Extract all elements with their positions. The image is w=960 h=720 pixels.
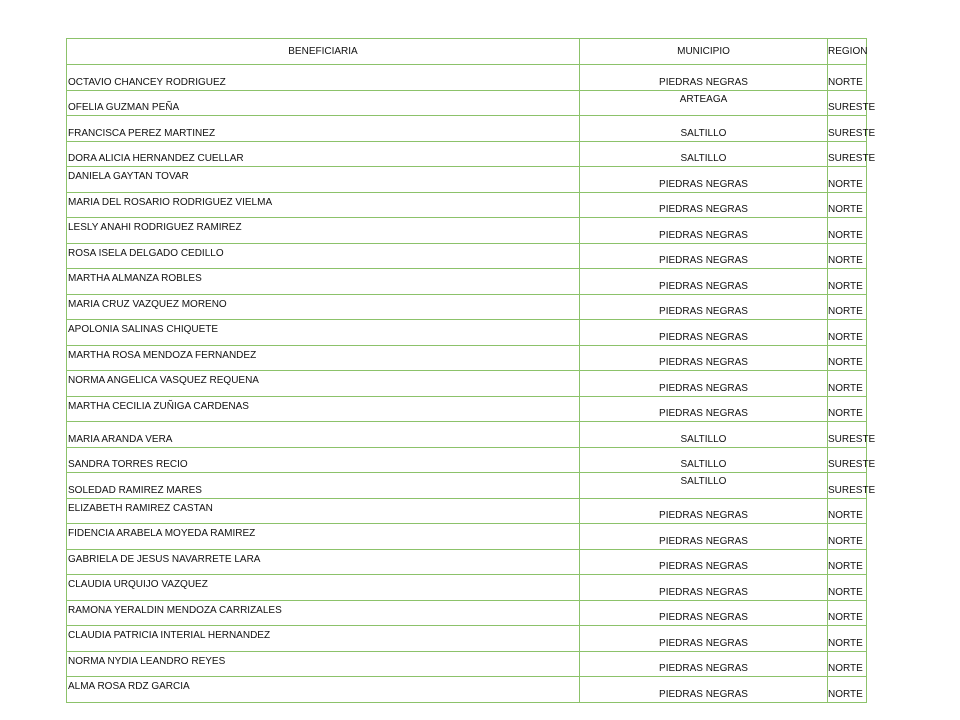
cell-beneficiaria-text: APOLONIA SALINAS CHIQUETE [68, 324, 219, 335]
cell-region-text: SURESTE [828, 459, 876, 470]
cell-municipio [580, 116, 828, 142]
cell-region-text: NORTE [828, 663, 863, 674]
table-row [67, 396, 867, 422]
cell-region-text: SURESTE [828, 484, 876, 496]
cell-municipio [580, 524, 828, 550]
cell-beneficiaria [67, 371, 580, 397]
cell-beneficiaria [67, 575, 580, 601]
cell-region-text: NORTE [828, 255, 863, 266]
cell-region-text: NORTE [828, 688, 863, 700]
cell-region [828, 447, 876, 473]
cell-beneficiaria [67, 473, 580, 499]
cell-beneficiaria-text: NORMA ANGELICA VASQUEZ REQUENA [68, 375, 259, 386]
table-row [67, 116, 867, 142]
cell-beneficiaria [67, 218, 580, 244]
cell-municipio-text: PIEDRAS NEGRAS [659, 535, 748, 547]
cell-municipio-text: PIEDRAS NEGRAS [659, 637, 748, 649]
cell-municipio [580, 218, 828, 244]
cell-region [828, 575, 867, 601]
cell-municipio [580, 371, 828, 397]
cell-beneficiaria [67, 422, 580, 448]
cell-municipio [580, 294, 828, 320]
cell-region-text: SURESTE [828, 153, 876, 164]
cell-municipio [580, 90, 828, 116]
cell-municipio [580, 677, 828, 703]
cell-municipio-text: PIEDRAS NEGRAS [659, 561, 748, 572]
cell-region [828, 294, 867, 320]
cell-municipio [580, 65, 828, 91]
cell-beneficiaria-text: ALMA ROSA RDZ GARCIA [68, 681, 190, 692]
cell-region [828, 422, 876, 448]
cell-beneficiaria-text: LESLY ANAHI RODRIGUEZ RAMIREZ [68, 222, 242, 233]
cell-beneficiaria-text: MARTHA ROSA MENDOZA FERNANDEZ [68, 349, 257, 361]
cell-region [828, 141, 876, 167]
cell-municipio [580, 320, 828, 346]
table-row [67, 575, 867, 601]
cell-beneficiaria [67, 345, 580, 371]
table-row [67, 218, 867, 244]
cell-beneficiaria [67, 677, 580, 703]
table-row [67, 447, 867, 473]
cell-beneficiaria [67, 90, 580, 116]
table-row [67, 524, 867, 550]
cell-region-text: NORTE [828, 535, 863, 547]
table-row [67, 192, 867, 218]
cell-municipio [580, 600, 828, 626]
cell-beneficiaria [67, 651, 580, 677]
cell-region-text: NORTE [828, 586, 863, 598]
table-row [67, 320, 867, 346]
table-row [67, 473, 867, 499]
cell-region-text: NORTE [828, 357, 863, 368]
cell-beneficiaria-text: OCTAVIO CHANCEY RODRIGUEZ [68, 76, 226, 88]
cell-beneficiaria-text: ROSA ISELA DELGADO CEDILLO [68, 247, 224, 259]
table-row [67, 243, 867, 269]
cell-beneficiaria [67, 294, 580, 320]
cell-municipio [580, 422, 828, 448]
cell-region-text: NORTE [828, 637, 863, 649]
cell-beneficiaria [67, 116, 580, 142]
cell-municipio [580, 447, 828, 473]
cell-region-text: NORTE [828, 510, 863, 521]
cell-region [828, 677, 867, 703]
header-region: REGION [828, 39, 867, 65]
table-row [67, 141, 867, 167]
table-row [67, 167, 867, 193]
cell-beneficiaria-text: OFELIA GUZMAN PEÑA [68, 102, 180, 113]
cell-region [828, 371, 867, 397]
cell-region [828, 320, 867, 346]
cell-beneficiaria [67, 192, 580, 218]
cell-municipio-text: PIEDRAS NEGRAS [659, 331, 748, 343]
cell-beneficiaria [67, 447, 580, 473]
cell-municipio-text: SALTILLO [680, 433, 727, 445]
table-row [67, 294, 867, 320]
table-row [67, 90, 867, 116]
cell-region [828, 65, 867, 91]
cell-municipio-text: SALTILLO [680, 459, 727, 470]
header-beneficiaria: BENEFICIARIA [67, 39, 580, 65]
cell-beneficiaria-text: FRANCISCA PEREZ MARTINEZ [68, 127, 216, 139]
cell-municipio-text: PIEDRAS NEGRAS [659, 76, 748, 88]
cell-beneficiaria [67, 141, 580, 167]
cell-municipio-text: PIEDRAS NEGRAS [659, 280, 748, 292]
cell-beneficiaria-text: RAMONA YERALDIN MENDOZA CARRIZALES [68, 604, 282, 616]
cell-beneficiaria-text: ELIZABETH RAMIREZ CASTAN [68, 502, 213, 514]
table-row [67, 65, 867, 91]
cell-municipio [580, 396, 828, 422]
cell-municipio-text: PIEDRAS NEGRAS [659, 178, 748, 190]
cell-region [828, 498, 867, 524]
cell-region-text: NORTE [828, 408, 863, 419]
cell-region-text: SURESTE [828, 433, 876, 445]
cell-beneficiaria [67, 269, 580, 295]
cell-beneficiaria [67, 65, 580, 91]
cell-region-text: SURESTE [828, 127, 876, 139]
cell-region-text: NORTE [828, 229, 863, 241]
cell-municipio-text: PIEDRAS NEGRAS [659, 357, 748, 368]
table-row [67, 600, 867, 626]
cell-beneficiaria [67, 396, 580, 422]
cell-beneficiaria-text: SANDRA TORRES RECIO [68, 459, 188, 470]
cell-municipio-text: PIEDRAS NEGRAS [659, 382, 748, 394]
cell-municipio-text: PIEDRAS NEGRAS [659, 663, 748, 674]
cell-municipio [580, 269, 828, 295]
table-row [67, 422, 867, 448]
cell-beneficiaria-text: MARIA DEL ROSARIO RODRIGUEZ VIELMA [68, 196, 273, 208]
cell-municipio [580, 192, 828, 218]
cell-beneficiaria [67, 243, 580, 269]
cell-region-text: NORTE [828, 178, 863, 190]
cell-municipio-text: SALTILLO [680, 127, 727, 139]
header-municipio: MUNICIPIO [580, 39, 828, 65]
cell-municipio-text: SALTILLO [680, 476, 727, 487]
cell-region [828, 549, 867, 575]
cell-municipio [580, 498, 828, 524]
cell-municipio-text: PIEDRAS NEGRAS [659, 229, 748, 241]
cell-municipio-text: PIEDRAS NEGRAS [659, 688, 748, 700]
table-row [67, 371, 867, 397]
cell-region [828, 345, 867, 371]
cell-region [828, 626, 867, 652]
cell-municipio [580, 473, 828, 499]
cell-beneficiaria-text: MARIA ARANDA VERA [68, 433, 173, 445]
cell-municipio [580, 651, 828, 677]
cell-beneficiaria-text: NORMA NYDIA LEANDRO REYES [68, 655, 226, 667]
cell-municipio-text: PIEDRAS NEGRAS [659, 510, 748, 521]
cell-beneficiaria-text: DANIELA GAYTAN TOVAR [68, 171, 189, 182]
cell-beneficiaria-text: CLAUDIA PATRICIA INTERIAL HERNANDEZ [68, 630, 271, 641]
cell-region [828, 651, 867, 677]
beneficiaries-table [66, 38, 876, 703]
cell-beneficiaria [67, 320, 580, 346]
table-row [67, 269, 867, 295]
cell-region [828, 218, 867, 244]
cell-region [828, 269, 867, 295]
cell-region-text: NORTE [828, 561, 863, 572]
cell-region-text: NORTE [828, 280, 863, 292]
cell-beneficiaria-text: MARIA CRUZ VAZQUEZ MORENO [68, 298, 227, 310]
cell-beneficiaria-text: GABRIELA DE JESUS NAVARRETE LARA [68, 553, 261, 565]
cell-beneficiaria [67, 498, 580, 524]
cell-region-text: SURESTE [828, 102, 876, 113]
cell-municipio-text: PIEDRAS NEGRAS [659, 306, 748, 317]
cell-region [828, 192, 867, 218]
cell-municipio [580, 549, 828, 575]
cell-municipio-text: PIEDRAS NEGRAS [659, 204, 748, 215]
table-row [67, 626, 867, 652]
header-row [67, 39, 867, 65]
cell-municipio [580, 626, 828, 652]
cell-municipio-text: PIEDRAS NEGRAS [659, 586, 748, 598]
cell-region-text: NORTE [828, 306, 863, 317]
cell-beneficiaria [67, 600, 580, 626]
beneficiaries-sheet [66, 38, 876, 703]
cell-beneficiaria [67, 167, 580, 193]
cell-municipio [580, 141, 828, 167]
cell-municipio [580, 243, 828, 269]
cell-region-text: NORTE [828, 331, 863, 343]
cell-region [828, 243, 867, 269]
cell-region [828, 473, 876, 499]
cell-municipio [580, 167, 828, 193]
cell-beneficiaria-text: SOLEDAD RAMIREZ MARES [68, 484, 202, 496]
table-row [67, 677, 867, 703]
table-row [67, 498, 867, 524]
cell-region-text: NORTE [828, 76, 863, 88]
cell-beneficiaria-text: MARTHA CECILIA ZUÑIGA CARDENAS [68, 400, 249, 412]
cell-beneficiaria-text: FIDENCIA ARABELA MOYEDA RAMIREZ [68, 528, 256, 539]
cell-beneficiaria [67, 626, 580, 652]
cell-beneficiaria [67, 549, 580, 575]
cell-municipio-text: SALTILLO [680, 153, 727, 164]
cell-beneficiaria-text: DORA ALICIA HERNANDEZ CUELLAR [68, 153, 244, 164]
table-row [67, 651, 867, 677]
cell-beneficiaria [67, 524, 580, 550]
cell-municipio [580, 575, 828, 601]
cell-region [828, 600, 867, 626]
cell-municipio [580, 345, 828, 371]
cell-region-text: NORTE [828, 612, 863, 623]
cell-municipio-text: PIEDRAS NEGRAS [659, 255, 748, 266]
cell-region [828, 167, 867, 193]
cell-region [828, 396, 867, 422]
table-body [67, 65, 876, 703]
cell-region-text: NORTE [828, 204, 863, 215]
cell-region-text: NORTE [828, 382, 863, 394]
cell-beneficiaria-text: CLAUDIA URQUIJO VAZQUEZ [68, 579, 208, 590]
cell-region [828, 524, 867, 550]
cell-region [828, 116, 876, 142]
cell-municipio-text: PIEDRAS NEGRAS [659, 612, 748, 623]
cell-municipio-text: ARTEAGA [679, 93, 728, 105]
cell-beneficiaria-text: MARTHA ALMANZA ROBLES [68, 273, 202, 284]
table-row [67, 549, 867, 575]
table-row [67, 345, 867, 371]
cell-region [828, 90, 876, 116]
cell-municipio-text: PIEDRAS NEGRAS [659, 408, 748, 419]
